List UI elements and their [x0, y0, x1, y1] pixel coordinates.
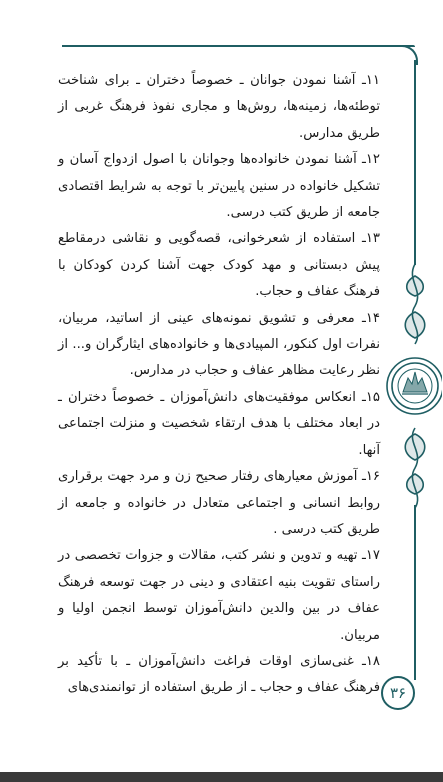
medallion-emblem-icon: [386, 262, 442, 510]
frame-top-border: [62, 45, 415, 47]
paragraph-13: ۱۳ـ استفاده از شعرخوانی، قصه‌گویی و نقاشی درمقاطع پیش دبستانی و مهد کودک جهت آشنا کردن کودکان با فرهنگ عفاف و حجاب.: [58, 231, 380, 300]
paragraph-14: ۱۴ـ معرفی و تشویق نمونه‌های عینی از اساتید، مربیان، نفرات اول کنکور، المپیادی‌ها و خانواده‌های ایثارگران و... از نظر رعایت مظاهر عفاف و حجاب در مدارس.: [58, 310, 380, 379]
paragraph-17: ۱۷ـ تهیه و تدوین و نشر کتب، مقالات و جزوات تخصصی در راستای تقویت بنیه اعتقادی و دینی در جهت توسعه فرهنگ عفاف در بین والدین دانش‌آموزان توسط انجمن اولیا و مربیان.: [58, 548, 380, 643]
paragraph-18: ۱۸ـ غنی‌سازی اوقات فراغت دانش‌آموزان ـ با تأکید بر فرهنگ عفاف و حجاب ـ از طریق استفاده از توانمندی‌های: [58, 653, 380, 696]
body-text: [58, 68, 380, 702]
paragraph-15: ۱۵ـ انعکاس موفقیت‌های دانش‌آموزان ـ خصوصاً دختران ـ در ابعاد مختلف با هدف ارتقاء شخصیت و منزلت اجتماعی آنها.: [58, 389, 380, 458]
paragraph-12: ۱۲ـ آشنا نمودن خانواده‌ها وجوانان با اصول ازدواج آسان و تشکیل خانواده در سنین پایین‌تر با توجه به شرایط اقتصادی جامعه از طریق کتب درسی.: [58, 152, 380, 221]
page-number: ۳۶: [381, 676, 415, 710]
frame-right-border-lower: [414, 505, 416, 680]
frame-right-border-upper: [414, 60, 416, 265]
paragraph-11: ۱۱ـ آشنا نمودن جوانان ـ خصوصاً دختران ـ برای شناخت توطئه‌ها، زمینه‌ها، روش‌ها و مجاری نفوذ فرهنگ غربی از طریق مدارس.: [58, 73, 380, 141]
bottom-edge-bar: [0, 772, 443, 782]
paragraph-16: ۱۶ـ آموزش معیارهای رفتار صحیح زن و مرد جهت برقراری روابط انسانی و اجتماعی متعادل در خانواده و جامعه از طریق کتب درسی .: [58, 469, 380, 537]
